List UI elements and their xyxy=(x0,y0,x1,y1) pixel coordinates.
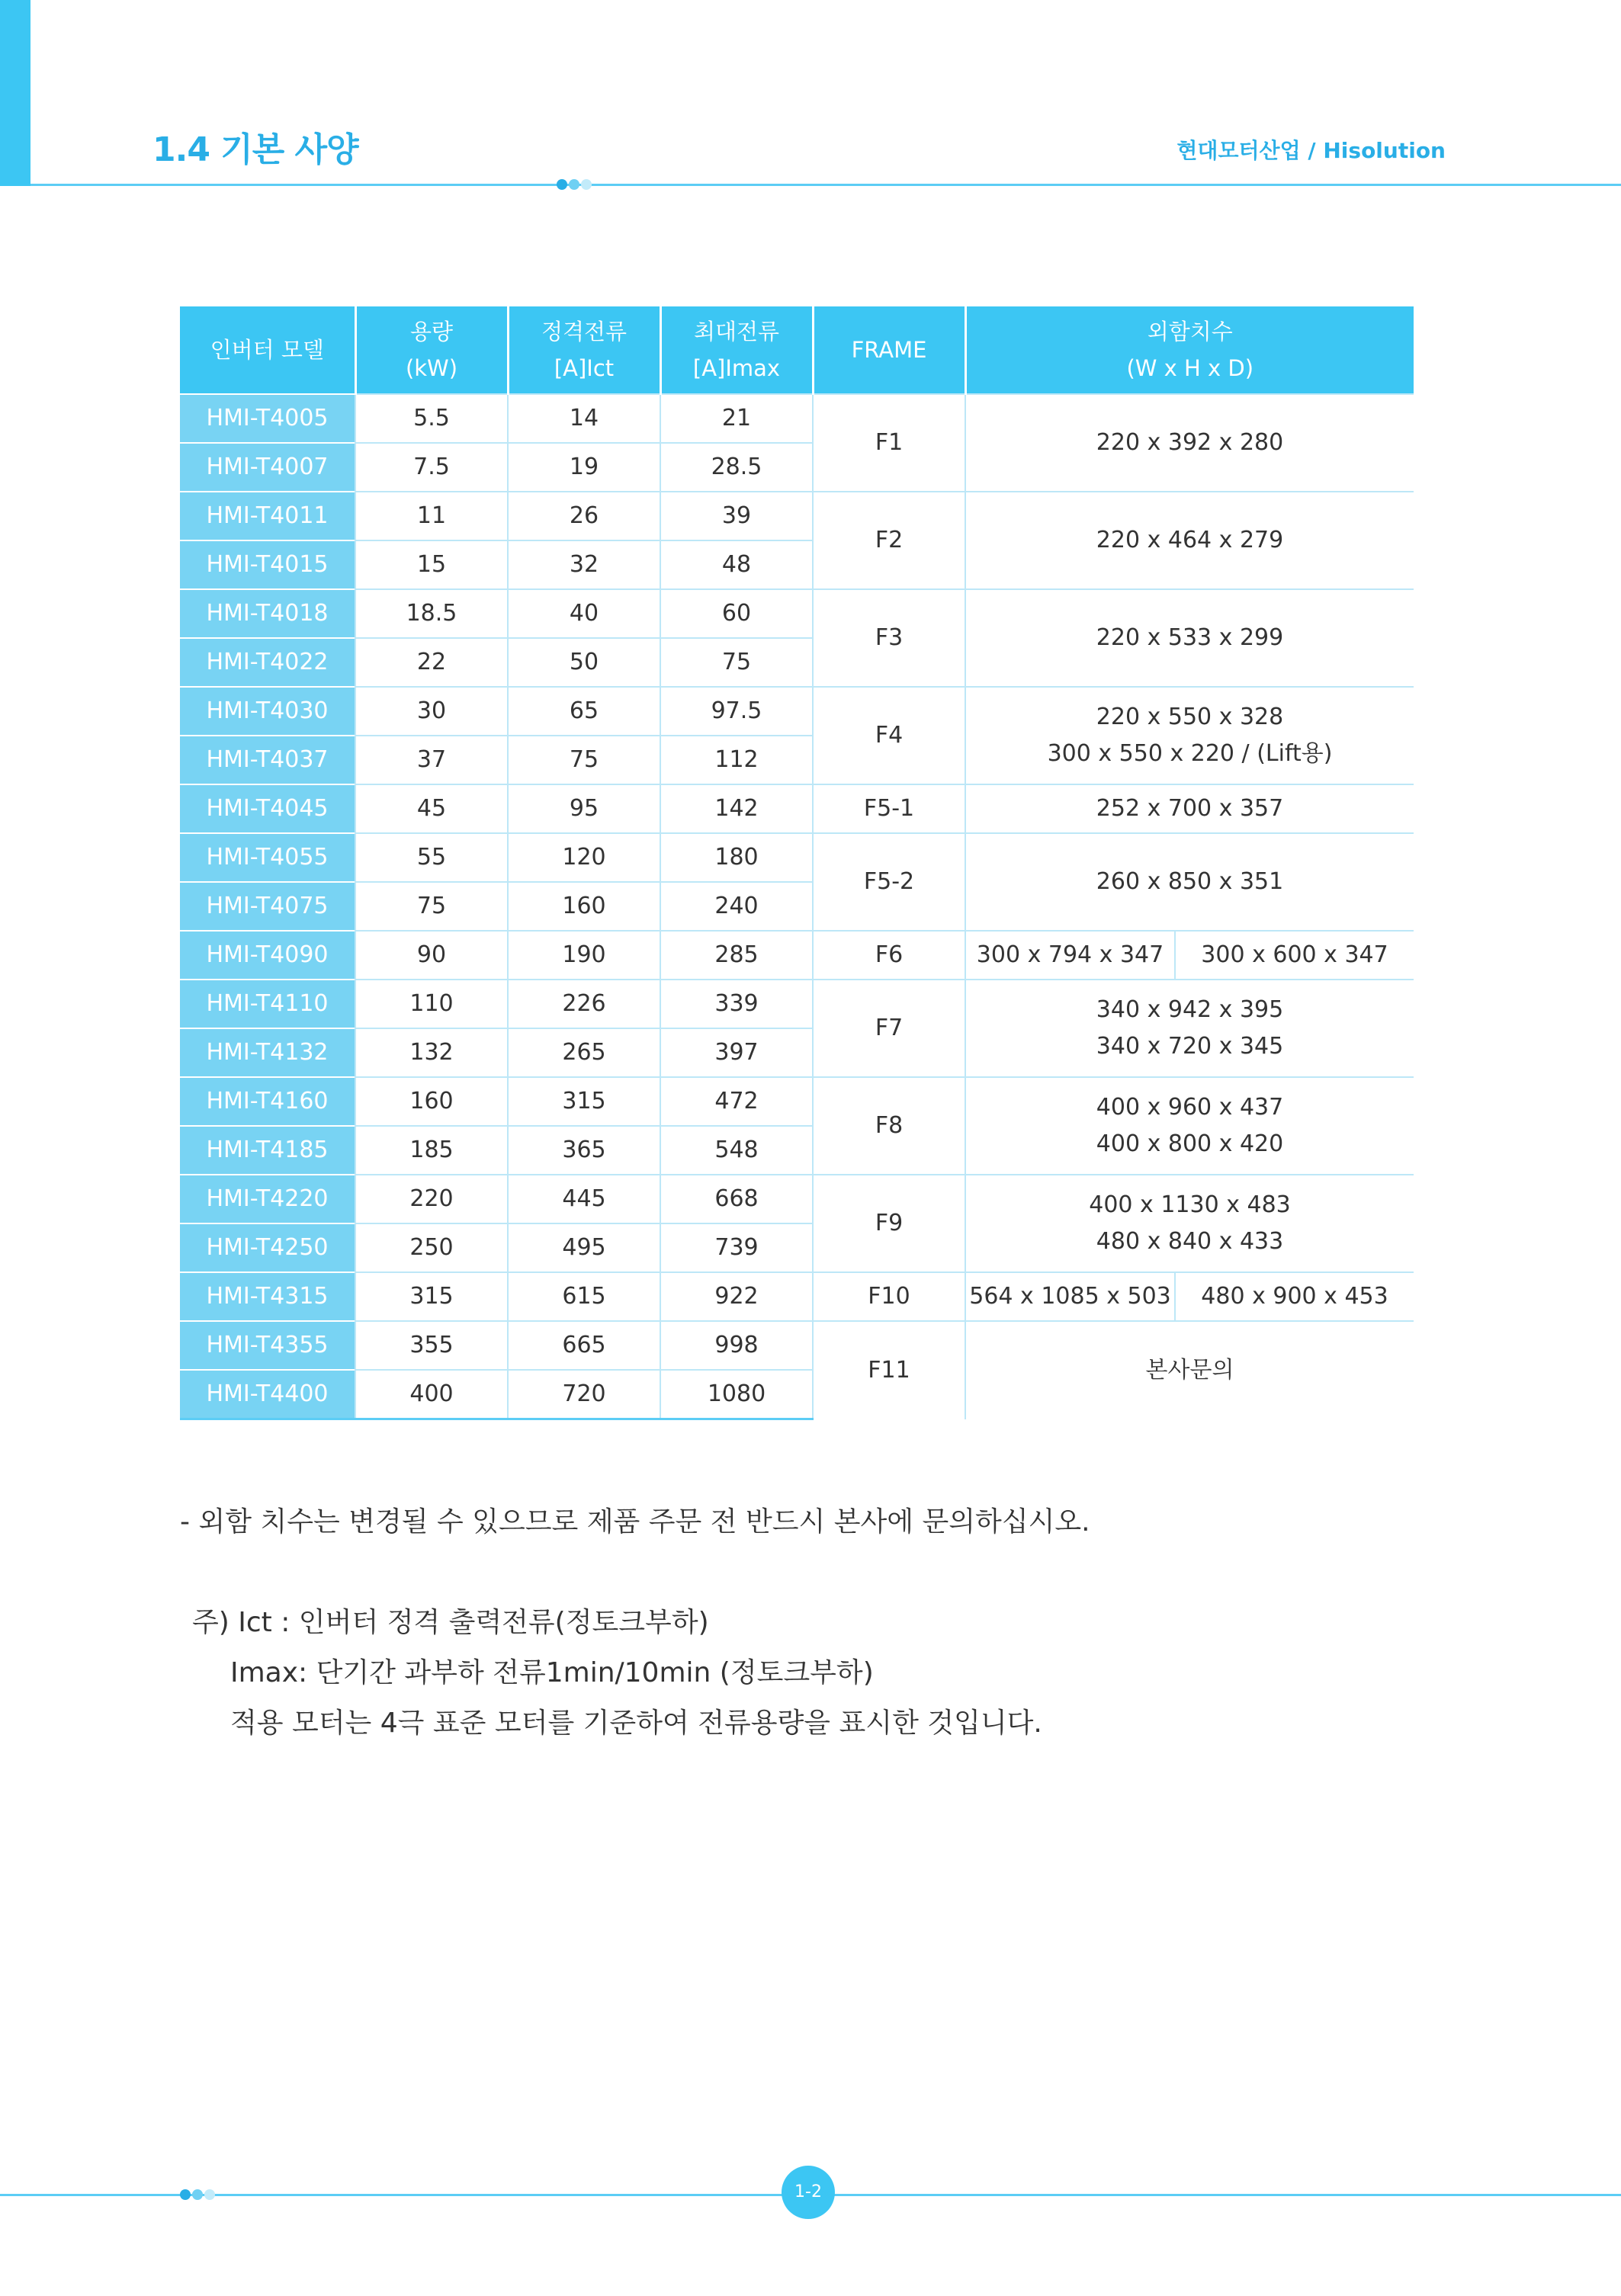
capacity-cell: 220 xyxy=(355,1175,508,1223)
frame-cell: F3 xyxy=(813,589,965,687)
rated-current-cell: 720 xyxy=(508,1370,660,1419)
capacity-cell: 355 xyxy=(355,1321,508,1370)
model-cell: HMI-T4037 xyxy=(180,736,355,784)
frame-cell: F9 xyxy=(813,1175,965,1272)
footnote-motor: 적용 모터는 4극 표준 모터를 기준하여 전류용량을 표시한 것입니다. xyxy=(230,1708,1042,1739)
model-cell: HMI-T4030 xyxy=(180,687,355,736)
col-header-model: 인버터 모델 xyxy=(180,306,355,394)
rated-current-cell: 265 xyxy=(508,1028,660,1077)
dot-icon xyxy=(557,179,567,190)
dimension-cell: 340 x 942 x 395 340 x 720 x 345 xyxy=(965,980,1414,1077)
max-current-cell: 472 xyxy=(660,1077,813,1126)
dimension-cell: 220 x 533 x 299 xyxy=(965,589,1414,687)
model-cell: HMI-T4022 xyxy=(180,638,355,687)
rated-current-cell: 95 xyxy=(508,784,660,833)
dimension-cell: 400 x 1130 x 483 480 x 840 x 433 xyxy=(965,1175,1414,1272)
table-row xyxy=(180,980,1414,1028)
rated-current-cell: 226 xyxy=(508,980,660,1028)
model-cell: HMI-T4055 xyxy=(180,833,355,882)
model-cell: HMI-T4018 xyxy=(180,589,355,638)
capacity-cell: 75 xyxy=(355,882,508,931)
capacity-cell: 55 xyxy=(355,833,508,882)
capacity-cell: 400 xyxy=(355,1370,508,1419)
capacity-cell: 30 xyxy=(355,687,508,736)
spec-table xyxy=(180,306,1414,1420)
capacity-cell: 5.5 xyxy=(355,394,508,443)
table-row xyxy=(180,492,1414,540)
max-current-cell: 240 xyxy=(660,882,813,931)
max-current-cell: 397 xyxy=(660,1028,813,1077)
dot-icon xyxy=(204,2189,215,2200)
model-cell: HMI-T4015 xyxy=(180,540,355,589)
max-current-cell: 112 xyxy=(660,736,813,784)
max-current-cell: 142 xyxy=(660,784,813,833)
dot-icon xyxy=(180,2189,191,2200)
dimension-cell: 260 x 850 x 351 xyxy=(965,833,1414,931)
frame-cell: F6 xyxy=(813,931,965,980)
table-row xyxy=(180,784,1414,833)
rated-current-cell: 65 xyxy=(508,687,660,736)
frame-cell: F5-1 xyxy=(813,784,965,833)
rated-current-cell: 615 xyxy=(508,1272,660,1321)
model-cell: HMI-T4110 xyxy=(180,980,355,1028)
frame-cell: F10 xyxy=(813,1272,965,1321)
table-row xyxy=(180,394,1414,443)
side-accent-bar xyxy=(0,0,30,186)
model-cell: HMI-T4355 xyxy=(180,1321,355,1370)
rated-current-cell: 75 xyxy=(508,736,660,784)
dimension-cell: 300 x 600 x 347 xyxy=(1175,931,1414,980)
max-current-cell: 97.5 xyxy=(660,687,813,736)
rated-current-cell: 26 xyxy=(508,492,660,540)
capacity-cell: 160 xyxy=(355,1077,508,1126)
col-header-max-current: 최대전류 [A]Imax xyxy=(660,306,813,394)
rated-current-cell: 50 xyxy=(508,638,660,687)
brand-label: 현대모터산업 / Hisolution xyxy=(1176,138,1446,163)
max-current-cell: 180 xyxy=(660,833,813,882)
frame-cell: F1 xyxy=(813,394,965,492)
table-row xyxy=(180,1321,1414,1370)
dimension-cell: 300 x 794 x 347 xyxy=(965,931,1175,980)
model-cell: HMI-T4315 xyxy=(180,1272,355,1321)
rated-current-cell: 190 xyxy=(508,931,660,980)
rated-current-cell: 315 xyxy=(508,1077,660,1126)
dimension-cell: 220 x 550 x 328 300 x 550 x 220 / (Lift용) xyxy=(965,687,1414,784)
max-current-cell: 39 xyxy=(660,492,813,540)
capacity-cell: 185 xyxy=(355,1126,508,1175)
dot-icon xyxy=(569,179,579,190)
frame-cell: F2 xyxy=(813,492,965,589)
max-current-cell: 668 xyxy=(660,1175,813,1223)
dimension-cell: 400 x 960 x 437 400 x 800 x 420 xyxy=(965,1077,1414,1175)
rated-current-cell: 665 xyxy=(508,1321,660,1370)
dimension-cell: 220 x 392 x 280 xyxy=(965,394,1414,492)
table-row xyxy=(180,589,1414,638)
model-cell: HMI-T4400 xyxy=(180,1370,355,1419)
capacity-cell: 11 xyxy=(355,492,508,540)
rated-current-cell: 40 xyxy=(508,589,660,638)
col-header-capacity: 용량 (kW) xyxy=(355,306,508,394)
rated-current-cell: 160 xyxy=(508,882,660,931)
model-cell: HMI-T4185 xyxy=(180,1126,355,1175)
max-current-cell: 21 xyxy=(660,394,813,443)
model-cell: HMI-T4011 xyxy=(180,492,355,540)
frame-cell: F8 xyxy=(813,1077,965,1175)
capacity-cell: 7.5 xyxy=(355,443,508,492)
model-cell: HMI-T4005 xyxy=(180,394,355,443)
model-cell: HMI-T4007 xyxy=(180,443,355,492)
frame-cell: F4 xyxy=(813,687,965,784)
capacity-cell: 37 xyxy=(355,736,508,784)
table-row xyxy=(180,931,1414,980)
capacity-cell: 90 xyxy=(355,931,508,980)
capacity-cell: 45 xyxy=(355,784,508,833)
table-row xyxy=(180,1272,1414,1321)
capacity-cell: 22 xyxy=(355,638,508,687)
max-current-cell: 548 xyxy=(660,1126,813,1175)
col-header-dimensions: 외함치수 (W x H x D) xyxy=(965,306,1414,394)
model-cell: HMI-T4220 xyxy=(180,1175,355,1223)
rated-current-cell: 19 xyxy=(508,443,660,492)
max-current-cell: 739 xyxy=(660,1223,813,1272)
page-number: 1-2 xyxy=(782,2166,835,2219)
table-row xyxy=(180,833,1414,882)
page-title: 1.4 기본 사양 xyxy=(152,130,358,169)
capacity-cell: 250 xyxy=(355,1223,508,1272)
model-cell: HMI-T4075 xyxy=(180,882,355,931)
header-divider xyxy=(30,184,1621,186)
dot-icon xyxy=(581,179,592,190)
model-cell: HMI-T4250 xyxy=(180,1223,355,1272)
model-cell: HMI-T4160 xyxy=(180,1077,355,1126)
frame-cell: F11 xyxy=(813,1321,965,1419)
max-current-cell: 48 xyxy=(660,540,813,589)
rated-current-cell: 32 xyxy=(508,540,660,589)
col-header-rated-current: 정격전류 [A]Ict xyxy=(508,306,660,394)
capacity-cell: 18.5 xyxy=(355,589,508,638)
model-cell: HMI-T4132 xyxy=(180,1028,355,1077)
capacity-cell: 315 xyxy=(355,1272,508,1321)
capacity-cell: 15 xyxy=(355,540,508,589)
max-current-cell: 1080 xyxy=(660,1370,813,1419)
rated-current-cell: 365 xyxy=(508,1126,660,1175)
model-cell: HMI-T4045 xyxy=(180,784,355,833)
dot-icon xyxy=(192,2189,203,2200)
capacity-cell: 132 xyxy=(355,1028,508,1077)
max-current-cell: 922 xyxy=(660,1272,813,1321)
dimension-cell: 252 x 700 x 357 xyxy=(965,784,1414,833)
rated-current-cell: 445 xyxy=(508,1175,660,1223)
dimension-cell: 564 x 1085 x 503 xyxy=(965,1272,1175,1321)
max-current-cell: 998 xyxy=(660,1321,813,1370)
rated-current-cell: 14 xyxy=(508,394,660,443)
rated-current-cell: 495 xyxy=(508,1223,660,1272)
col-header-frame: FRAME xyxy=(813,306,965,394)
dimension-cell: 본사문의 xyxy=(965,1321,1414,1419)
frame-cell: F7 xyxy=(813,980,965,1077)
capacity-cell: 110 xyxy=(355,980,508,1028)
table-row xyxy=(180,687,1414,736)
max-current-cell: 339 xyxy=(660,980,813,1028)
dimension-cell: 220 x 464 x 279 xyxy=(965,492,1414,589)
dimension-cell: 480 x 900 x 453 xyxy=(1175,1272,1414,1321)
model-cell: HMI-T4090 xyxy=(180,931,355,980)
header-row xyxy=(180,306,1414,394)
max-current-cell: 75 xyxy=(660,638,813,687)
frame-cell: F5-2 xyxy=(813,833,965,931)
table-row xyxy=(180,1175,1414,1223)
max-current-cell: 285 xyxy=(660,931,813,980)
max-current-cell: 60 xyxy=(660,589,813,638)
table-row xyxy=(180,1077,1414,1126)
max-current-cell: 28.5 xyxy=(660,443,813,492)
footnote-imax: Imax: 단기간 과부하 전류1min/10min (정토크부하) xyxy=(230,1657,874,1688)
footnote-ict: 주) Ict : 인버터 정격 출력전류(정토크부하) xyxy=(192,1607,709,1638)
rated-current-cell: 120 xyxy=(508,833,660,882)
dimension-notice: - 외함 치수는 변경될 수 있으므로 제품 주문 전 반드시 본사에 문의하십시오. xyxy=(180,1506,1090,1538)
